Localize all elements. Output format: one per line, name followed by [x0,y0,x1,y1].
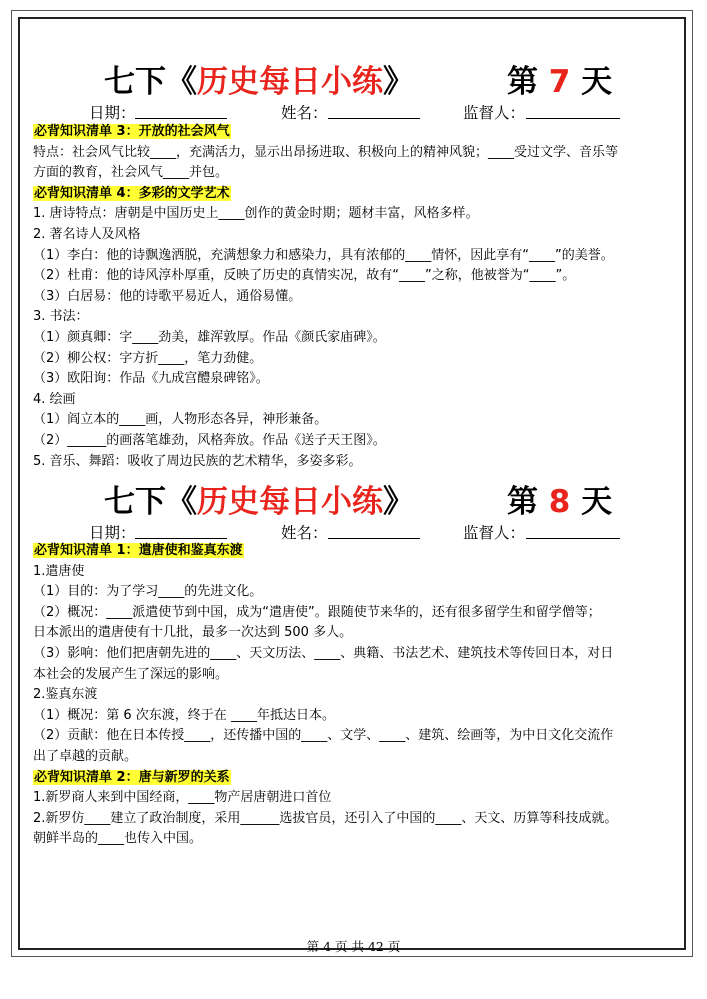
content-line-text: 朝鲜半岛的____也传入中国。 [33,831,203,847]
page-footer: 第 4 页 共 42 页 [306,939,401,954]
day8-date-field[interactable] [135,538,227,539]
content-line-text: 1.遣唐使 [33,563,85,579]
content-line-text: 3. 书法： [33,309,89,325]
content-line [33,165,228,181]
content-line-text: （3）影响：他们把唐朝先进的____、天文历法、____、典籍、书法艺术、建筑技术等传回日本，对日 [33,646,614,661]
content-line [33,584,262,600]
content-line-text: （3）白居易：他的诗歌平易近人，通俗易懂。 [33,288,302,304]
day8-name-field[interactable] [328,538,420,539]
day8-title-main: 七下《历史每日小练》 [104,484,414,520]
content-line-text: （1）目的：为了学习____的先进文化。 [33,584,263,600]
content-line [33,268,575,284]
content-line [33,412,327,428]
day7-info-row [0,101,707,123]
section-heading [33,770,231,786]
content-line [33,351,262,367]
content-line-text: （1）颜真卿：字____劲美，雄浑敦厚。作品《颜氏家庙碑》。 [33,330,386,345]
content-line [33,206,479,222]
content-line-text: 1.新罗商人来到中国经商，____物产居唐朝进口首位 [33,790,332,806]
day8-day-label: 第 8 天 [507,484,613,520]
content-line-text: （2）杜甫：他的诗风淳朴厚重，反映了历史的真情实况，故有“____”之称，他被誉为“____”。 [33,268,576,284]
content-line-text: （2）概况：____派遣使节到中国，成为“遣唐使”。跟随使节来华的，还有很多留学生和留学僧等； [33,604,601,620]
content-line-text: 2. 著名诗人及风格 [33,227,141,242]
content-line [33,330,386,346]
section-heading-text: 必背知识清单 4：多彩的文学艺术 [34,185,230,201]
content-line-text: （1）概况：第 6 次东渡，终于在 ____年抵达日本。 [33,707,335,723]
section-heading-text: 必背知识清单 2：唐与新罗的关系 [34,769,230,785]
content-line [33,708,335,724]
content-line-text: 特点：社会风气比较____，充满活力，显示出昂扬进取、积极向上的精神风貌；____受过文学、音乐等 [33,144,619,160]
content-line [33,227,141,243]
content-line-text: 5. 音乐、舞蹈：吸收了周边民族的艺术精华，多姿多彩。 [33,453,362,469]
day8-info-row [0,521,707,543]
content-line [33,811,617,827]
content-line-text: （1）阎立本的____画，人物形态各异，神形兼备。 [33,412,328,428]
content-line [33,605,601,621]
content-line-text: 出了卓越的贡献。 [33,749,138,764]
content-line-text: 2.鉴真东渡 [33,687,98,703]
section-heading [33,186,231,202]
day8-title [0,476,707,520]
section-heading [33,124,231,140]
day8-supervisor-field[interactable] [526,538,620,539]
content-line [33,728,613,744]
content-line-text: 本社会的发展产生了深远的影响。 [33,666,229,682]
content-line [33,371,269,387]
content-line [33,289,301,305]
content-line-text: 4. 绘画 [33,391,76,407]
content-line [33,454,362,470]
day7-supervisor-label: 监督人： [463,104,526,122]
day7-title-main: 七下《历史每日小练》 [104,64,414,100]
content-line-text: （2）贡献：他在日本传授____，还传播中国的____、文学、____、建筑、绘画等，为中日文化交流作 [33,728,614,744]
content-line [33,667,228,683]
content-line-text: 1. 唐诗特点：唐朝是中国历史上____创作的黄金时期；题材丰富，风格多样。 [33,206,479,222]
content-line-text: （1）李白：他的诗飘逸洒脱，充满想象力和感染力，具有浓郁的____情怀，因此享有“____”的美誉。 [33,247,614,263]
day7-name-label: 姓名： [281,104,328,122]
day7-name-field[interactable] [328,118,420,119]
content-line [33,625,352,641]
content-line [33,309,89,325]
content-line [33,433,386,449]
day8-date-label: 日期： [89,524,136,542]
content-line-text: （2）______的画落笔雄劲，风格奔放。作品《送子天王图》。 [33,433,386,448]
content-line-text: 2.新罗仿____建立了政治制度，采用______选拔官员，还引入了中国的____、天文、历算等科技成就。 [33,810,618,826]
day7-title [0,56,707,100]
content-line [33,248,614,264]
section-heading [33,543,244,559]
day7-date-field[interactable] [135,118,227,119]
content-line [33,145,618,161]
content-line-text: （2）柳公权：字方折____，笔力劲健。 [33,350,263,366]
content-line [33,831,202,847]
content-line-text: 日本派出的遣唐使有十几批，最多一次达到 500 多人。 [33,625,353,641]
content-line [33,687,97,703]
content-line [33,392,76,408]
content-line [33,564,84,580]
day7-supervisor-field[interactable] [526,118,620,119]
day7-date-label: 日期： [89,104,136,122]
content-line-text: 方面的教育，社会风气____并包。 [33,165,229,181]
day8-name-label: 姓名： [281,524,328,542]
day7-day-label: 第 7 天 [507,64,613,100]
content-line [33,790,331,806]
content-line [33,646,613,662]
content-line [33,749,137,765]
section-heading-text: 必背知识清单 1：遣唐使和鉴真东渡 [34,543,243,558]
day8-supervisor-label: 监督人： [463,524,526,542]
section-heading-text: 必背知识清单 3：开放的社会风气 [34,124,230,139]
content-line-text: （3）欧阳询：作品《九成宫醴泉碑铭》。 [33,371,269,387]
